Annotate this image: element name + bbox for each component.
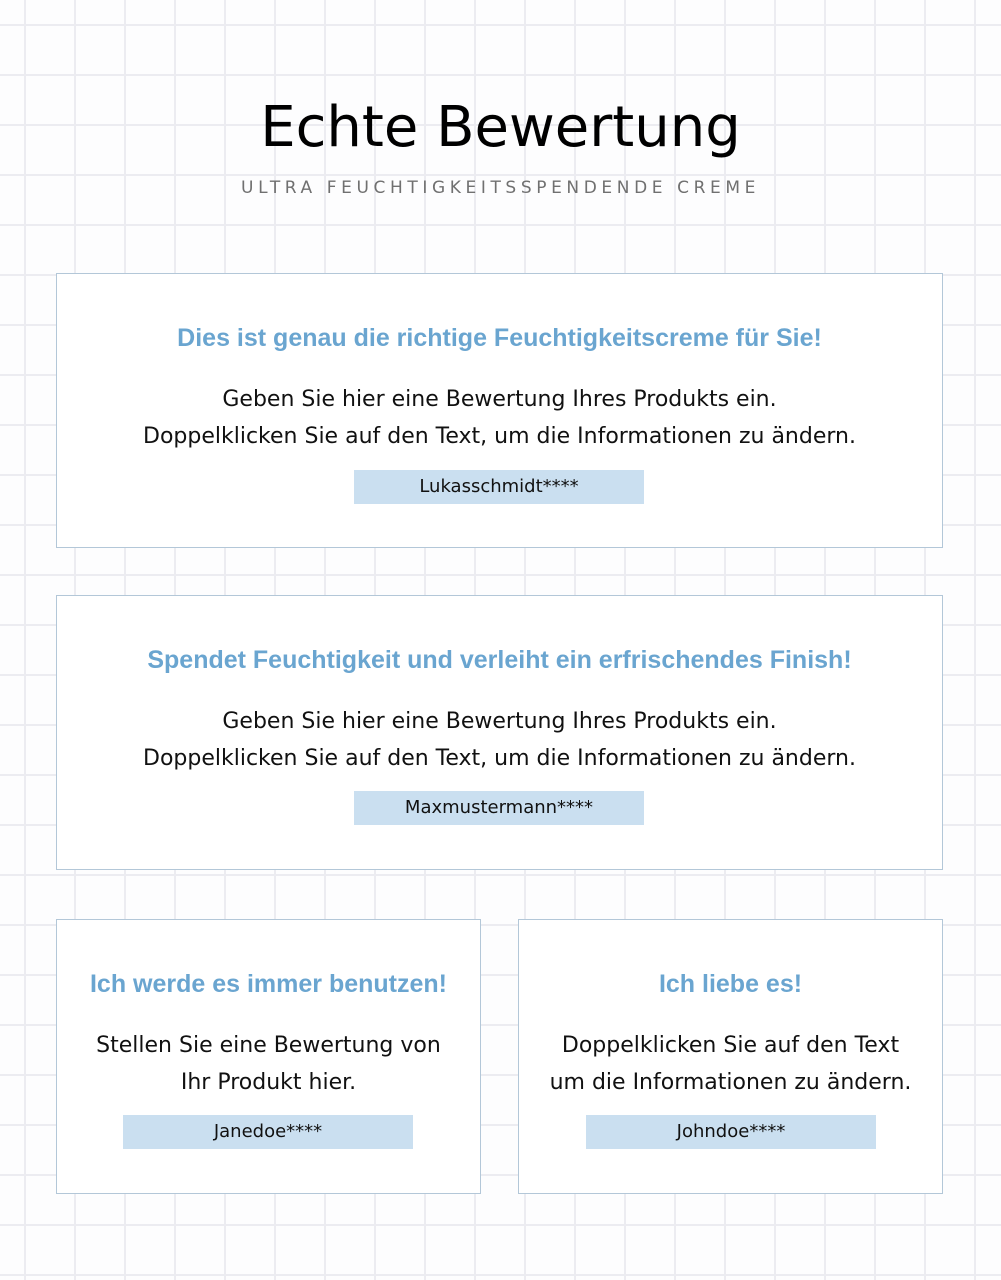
page-subtitle: ULTRA FEUCHTIGKEITSSPENDENDE CREME (241, 178, 760, 198)
review-card (518, 919, 943, 1194)
review-heading: Dies ist genau die richtige Feuchtigkeitscreme für Sie! (177, 324, 822, 352)
review-text-line: Geben Sie hier eine Bewertung Ihres Produkts ein. (222, 709, 777, 734)
review-text-line: Doppelklicken Sie auf den Text, um die Informationen zu ändern. (143, 746, 856, 771)
review-text-line: Doppelklicken Sie auf den Text (561, 1033, 900, 1058)
review-heading: Spendet Feuchtigkeit und verleiht ein erfrischendes Finish! (147, 646, 852, 674)
review-text-line: Doppelklicken Sie auf den Text, um die Informationen zu ändern. (143, 424, 856, 449)
review-text (57, 381, 942, 455)
review-card (56, 919, 481, 1194)
review-text-line: Ihr Produkt hier. (180, 1070, 357, 1095)
review-text-line: Geben Sie hier eine Bewertung Ihres Produkts ein. (222, 387, 777, 412)
review-heading: Ich liebe es! (658, 970, 803, 998)
page-title: Echte Bewertung (260, 95, 741, 160)
review-text-line: Stellen Sie eine Bewertung von (96, 1033, 441, 1058)
reviewer-name-badge: Lukasschmidt**** (354, 470, 644, 504)
review-card (56, 595, 943, 870)
reviewer-name-badge: Janedoe**** (123, 1115, 413, 1149)
review-text (57, 703, 942, 777)
review-heading: Ich werde es immer benutzen! (89, 970, 448, 998)
review-text (519, 1027, 942, 1101)
review-text (57, 1027, 480, 1101)
review-card (56, 273, 943, 548)
review-text-line: um die Informationen zu ändern. (549, 1070, 912, 1095)
reviewer-name-badge: Johndoe**** (586, 1115, 876, 1149)
reviewer-name-badge: Maxmustermann**** (354, 791, 644, 825)
